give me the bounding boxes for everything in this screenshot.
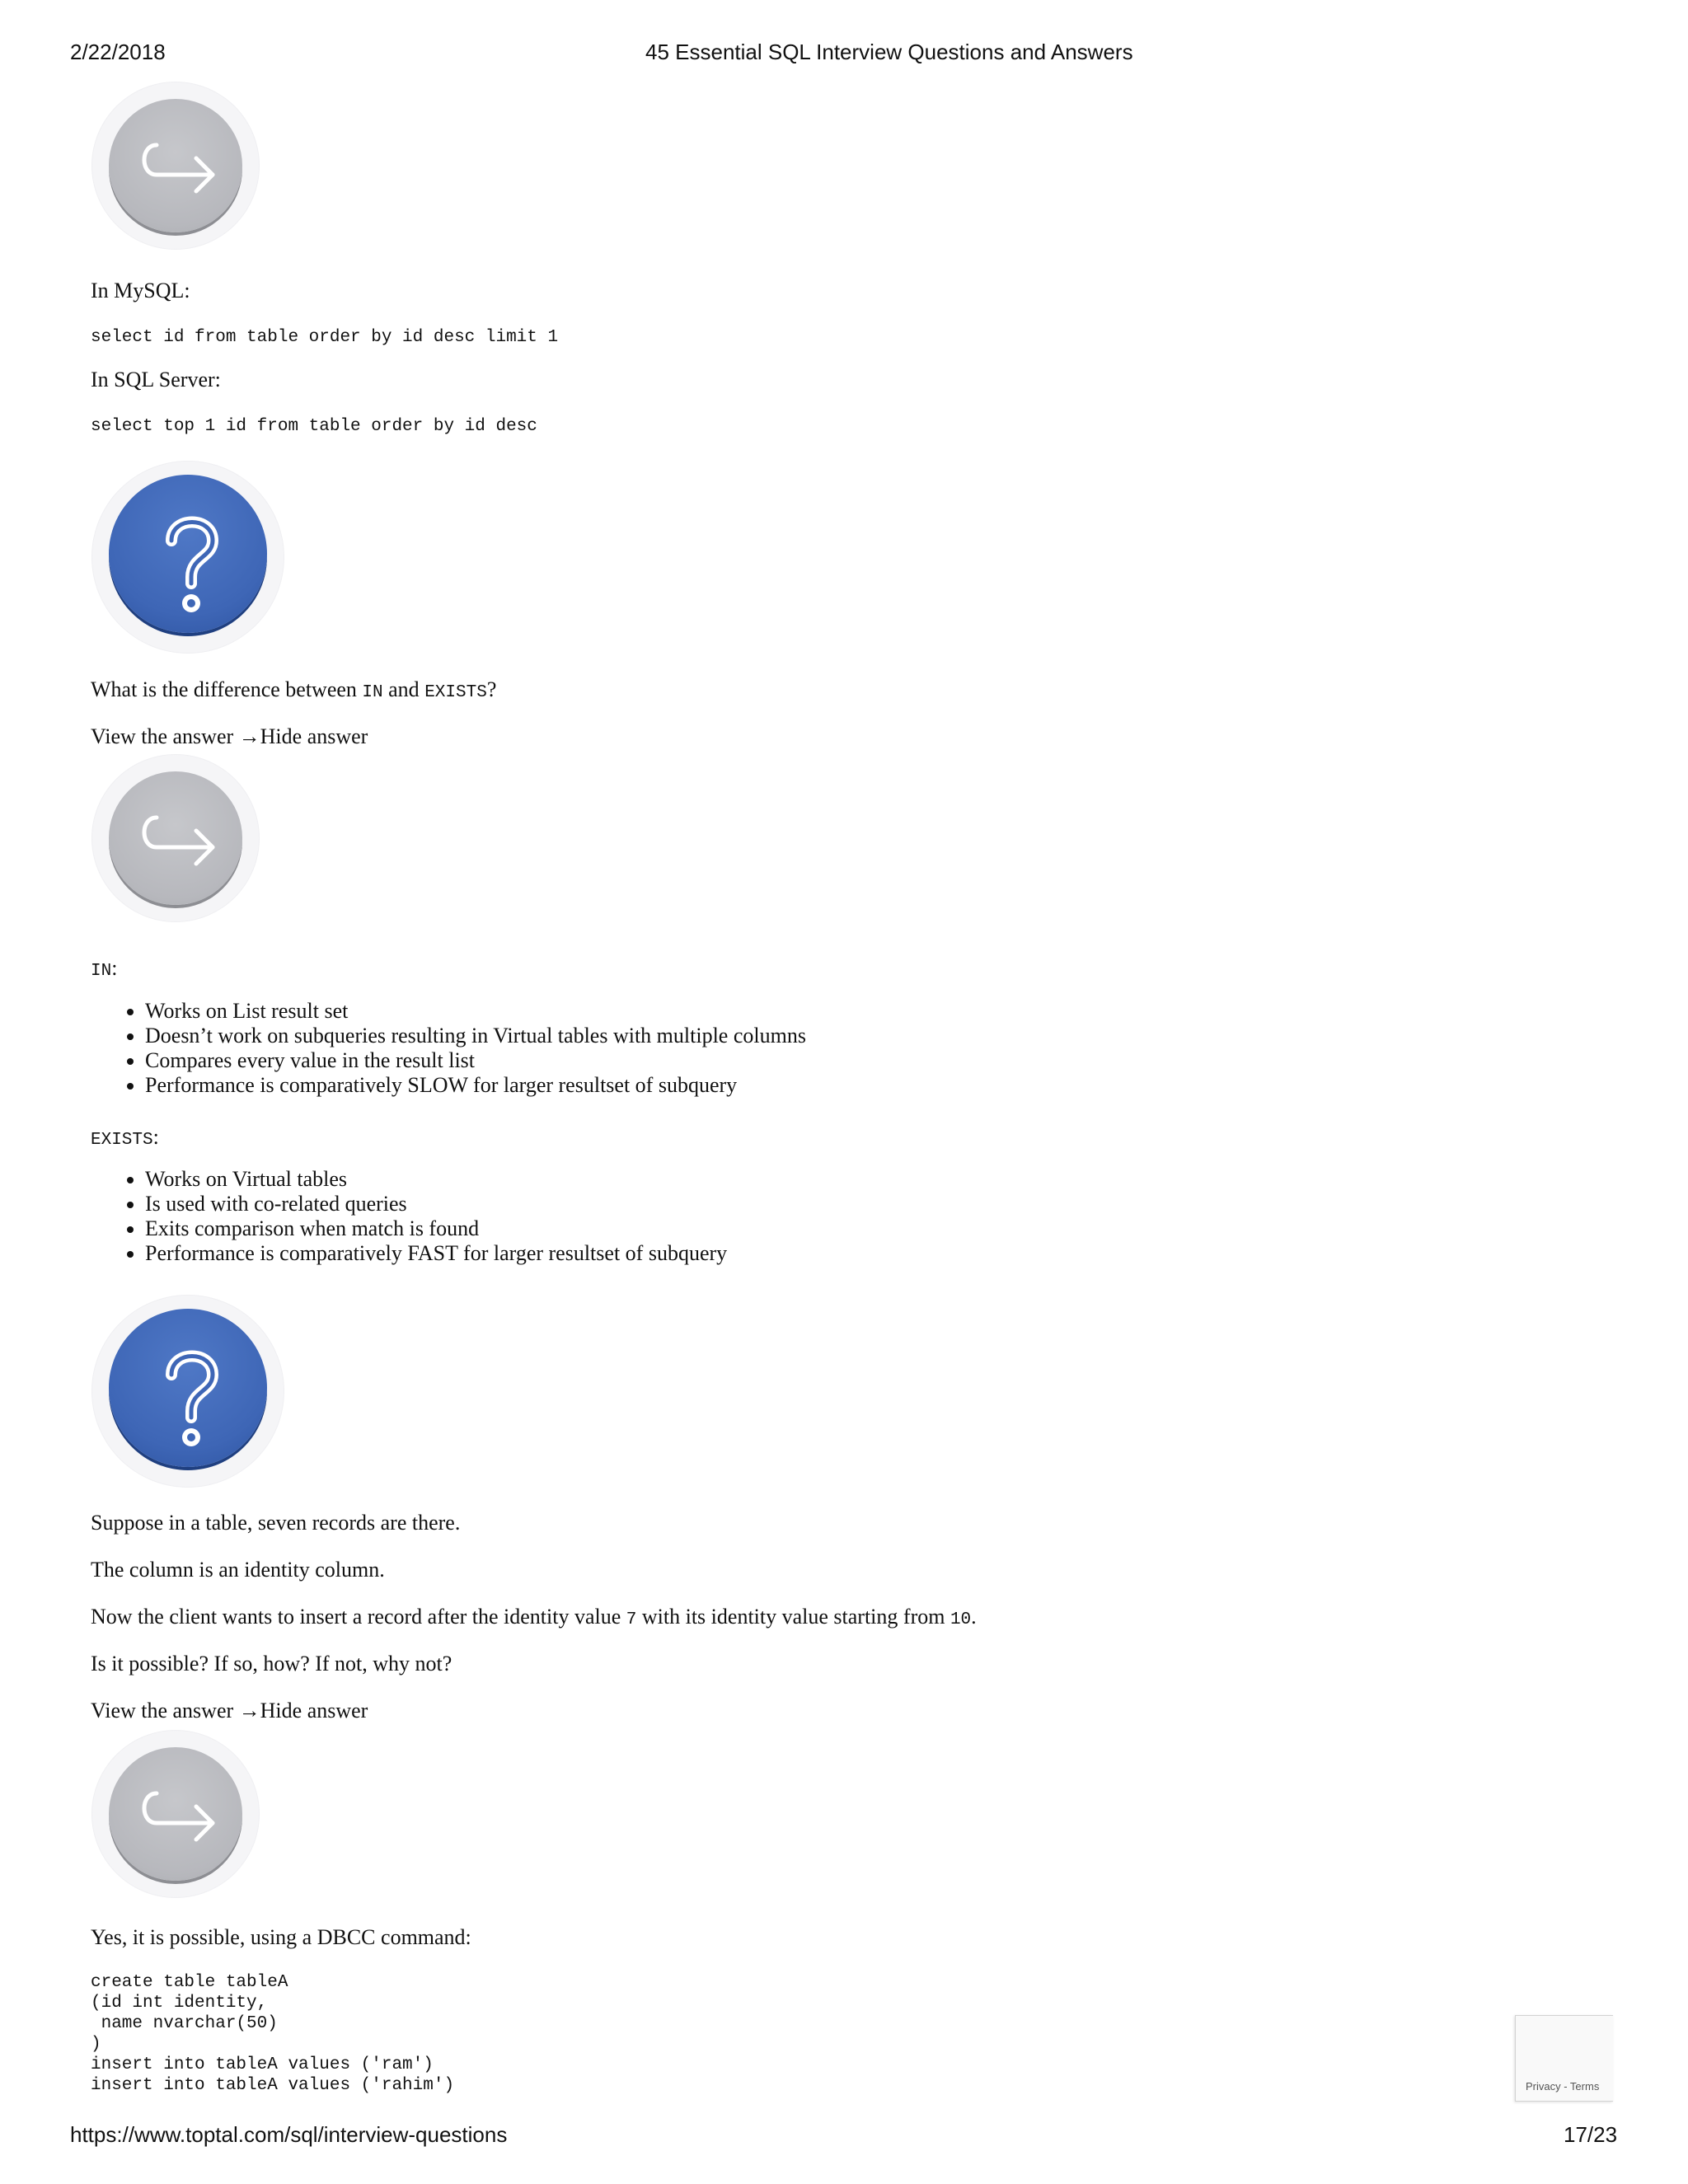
question-mark-icon bbox=[92, 1296, 284, 1487]
mysql-code: select id from table order by id desc limit 1 bbox=[91, 328, 559, 347]
view-answer-link[interactable]: View the answer → bbox=[91, 1699, 260, 1722]
sqlserver-label: In SQL Server: bbox=[91, 368, 221, 391]
print-date: 2/22/2018 bbox=[70, 40, 166, 64]
list-item: • Performance is comparatively SLOW for larger resultset of subquery bbox=[145, 1073, 806, 1098]
hide-answer-link[interactable]: Hide answer bbox=[260, 724, 368, 748]
exists-list bbox=[91, 1167, 727, 1266]
list-item: • Doesn’t work on subqueries resulting in Virtual tables with multiple columns bbox=[145, 1024, 806, 1048]
question-2-p2: The column is an identity column. bbox=[91, 1558, 385, 1582]
list-item: • Works on Virtual tables bbox=[145, 1167, 727, 1192]
answer-2-intro: Yes, it is possible, using a DBCC command: bbox=[91, 1925, 471, 1949]
question-2-p1: Suppose in a table, seven records are there. bbox=[91, 1511, 461, 1535]
list-item: • Works on List result set bbox=[145, 999, 806, 1024]
hide-answer-link[interactable]: Hide answer bbox=[260, 1699, 368, 1722]
list-item: • Exits comparison when match is found bbox=[145, 1216, 727, 1241]
answer-arrow-icon bbox=[92, 82, 259, 249]
in-list bbox=[91, 999, 806, 1098]
answer-toggle-1 bbox=[91, 724, 368, 749]
in-label: IN: bbox=[91, 956, 118, 981]
page-url: https://www.toptal.com/sql/interview-questions bbox=[70, 2122, 508, 2147]
recaptcha-badge[interactable] bbox=[1515, 2015, 1613, 2102]
recaptcha-privacy-terms[interactable]: Privacy - Terms bbox=[1526, 2080, 1600, 2093]
print-title: 45 Essential SQL Interview Questions and Answers bbox=[645, 40, 1133, 64]
question-mark-icon bbox=[92, 462, 284, 653]
mysql-label: In MySQL: bbox=[91, 279, 190, 302]
question-2-p4: Is it possible? If so, how? If not, why not? bbox=[91, 1652, 452, 1675]
exists-label: EXISTS: bbox=[91, 1125, 159, 1150]
list-item: • Compares every value in the result list bbox=[145, 1048, 806, 1073]
list-item: • Performance is comparatively FAST for larger resultset of subquery bbox=[145, 1241, 727, 1266]
list-item: • Is used with co-related queries bbox=[145, 1192, 727, 1216]
page-number: 17/23 bbox=[1564, 2122, 1618, 2147]
answer-2-code: create table tableA (id int identity, name nvarchar(50) ) insert into tableA values ('ram') insert into tableA values ('rahim') bbox=[91, 1973, 455, 2095]
question-1: What is the difference between IN and EXISTS? bbox=[91, 677, 497, 702]
answer-arrow-icon bbox=[92, 1731, 259, 1897]
answer-arrow-icon bbox=[92, 755, 259, 921]
answer-toggle-2 bbox=[91, 1699, 368, 1723]
question-2-p3: Now the client wants to insert a record after the identity value 7 with its identity value starting from 10. bbox=[91, 1605, 977, 1629]
sqlserver-code: select top 1 id from table order by id desc bbox=[91, 417, 537, 436]
view-answer-link[interactable]: View the answer → bbox=[91, 724, 260, 748]
